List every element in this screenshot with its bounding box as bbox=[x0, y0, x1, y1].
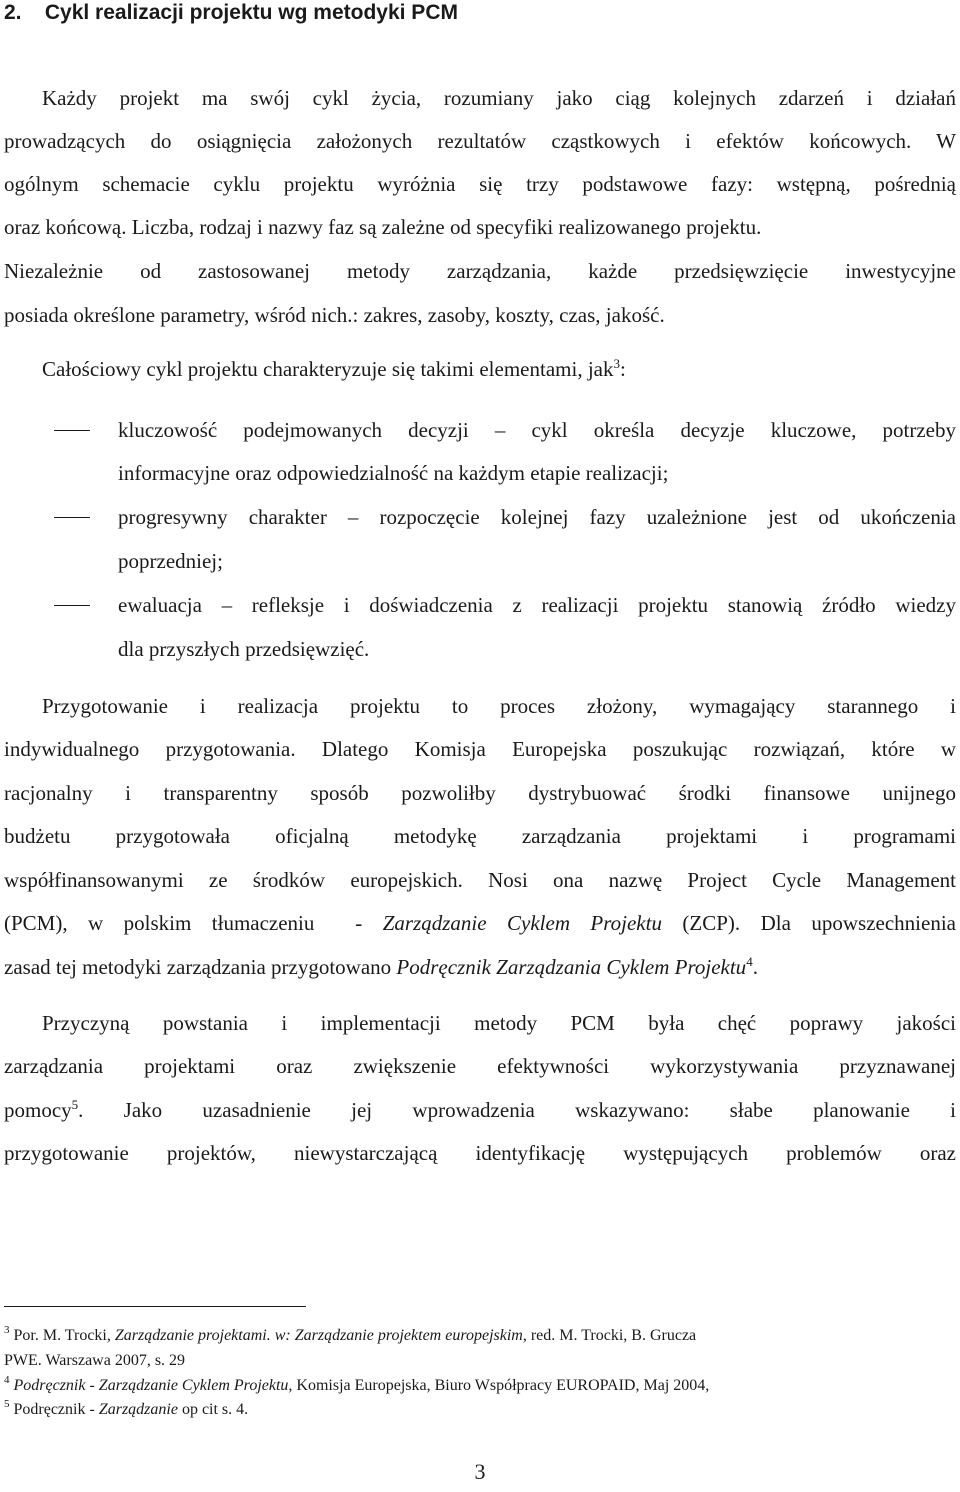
paragraph-1-line: ogólnym schemacie cyklu projektu wyróżnia się trzy podstawowe fazy: wstępną, pośrednią bbox=[4, 172, 956, 196]
paragraph-2-line: Przygotowanie i realizacja projektu to proces złożony, wymagający starannego i bbox=[42, 694, 956, 718]
paragraph-2-line: współfinansowanymi ze środków europejskich. Nosi ona nazwę Project Cycle Management bbox=[4, 868, 956, 892]
paragraph-2-line: zasad tej metodyki zarządzania przygotowano Podręcznik Zarządzania Cyklem Projektu$^4$. bbox=[4, 954, 758, 979]
footnote-ref: 4 bbox=[746, 954, 753, 969]
paragraph-1-line: oraz końcową. Liczba, rodzaj i nazwy faz są zależne od specyfiki realizowanego projektu. bbox=[4, 215, 762, 239]
paragraph-3-line: Przyczyną powstania i implementacji metody PCM była chęć poprawy jakości bbox=[42, 1011, 956, 1035]
paragraph-1-line: posiada określone parametry, wśród nich.: zakres, zasoby, koszty, czas, jakość. bbox=[4, 303, 665, 327]
page-number: 3 bbox=[474, 1459, 486, 1484]
paragraph-2-line: budżetu przygotowała oficjalną metodykę zarządzania projektami i programami bbox=[4, 824, 956, 848]
paragraph-3-line: przygotowanie projektów, niewystarczającą identyfikację występujących problemów oraz bbox=[4, 1141, 956, 1165]
paragraph-2-line: (PCM), w polskim tłumaczeniu - Zarządzanie Cyklem Projektu (ZCP). Dla upowszechnienia bbox=[4, 911, 956, 935]
list-item-line: ewaluacja – refleksje i doświadczenia z realizacji projektu stanowią źródło wiedzy bbox=[118, 593, 956, 617]
list-item-line: poprzedniej; bbox=[118, 549, 223, 573]
paragraph-3-line: zarządzania projektami oraz zwiększenie efektywności wykorzystywania przyznawanej bbox=[4, 1054, 956, 1078]
footnote-5: $^5$ Podręcznik - Zarządzanie op cit s. 4. bbox=[4, 1398, 249, 1418]
footnote-separator bbox=[4, 1306, 306, 1307]
paragraph-2-line: racjonalny i transparentny sposób pozwoliłby dystrybuować środki finansowe unijnego bbox=[4, 781, 956, 805]
paragraph-1-line: Każdy projekt ma swój cykl życia, rozumiany jako ciąg kolejnych zdarzeń i działań bbox=[42, 86, 956, 110]
footnote-ref: 3 bbox=[613, 356, 620, 371]
dash-bullet-icon bbox=[54, 430, 90, 431]
paragraph-1-line: prowadzących do osiągnięcia założonych rezultatów cząstkowych i efektów końcowych. W bbox=[4, 129, 956, 153]
list-item-line: dla przyszłych przedsięwzięć. bbox=[118, 637, 370, 661]
list-item-line: progresywny charakter – rozpoczęcie kolejnej fazy uzależnione jest od ukończenia bbox=[118, 505, 956, 529]
footnote-3-continued: PWE. Warszawa 2007, s. 29 bbox=[4, 1352, 186, 1369]
paragraph-1-line: Niezależnie od zastosowanej metody zarządzania, każde przedsięwzięcie inwestycyjne bbox=[4, 259, 956, 283]
footnote-ref: 5 bbox=[71, 1097, 79, 1112]
list-item-line: informacyjne oraz odpowiedzialność na każdym etapie realizacji; bbox=[118, 461, 669, 485]
paragraph-3-line: pomocy$^5$. Jako uzasadnienie jej wprowadzenia wskazywano: słabe planowanie i bbox=[4, 1097, 956, 1122]
footnote-3: $^3$ Por. M. Trocki, Zarządzanie projektami. w: Zarządzanie projektem europejskim, red. M. Trocki, B. Grucza bbox=[4, 1324, 697, 1344]
section-heading: 2. Cykl realizacji projektu wg metodyki PCM bbox=[4, 1, 458, 24]
list-item-line: kluczowość podejmowanych decyzji – cykl określa decyzje kluczowe, potrzeby bbox=[118, 418, 956, 442]
footnote-4: $^4$ Podręcznik - Zarządzanie Cyklem Projektu, Komisja Europejska, Biuro Współpracy EUROPAID, Maj 2004, bbox=[4, 1374, 710, 1394]
paragraph-2-line: indywidualnego przygotowania. Dlatego Komisja Europejska poszukując rozwiązań, które w bbox=[4, 737, 956, 761]
list-intro: Całościowy cykl projektu charakteryzuje się takimi elementami, jak$^3$: bbox=[42, 356, 626, 381]
dash-bullet-icon bbox=[54, 605, 90, 606]
dash-bullet-icon bbox=[54, 517, 90, 518]
